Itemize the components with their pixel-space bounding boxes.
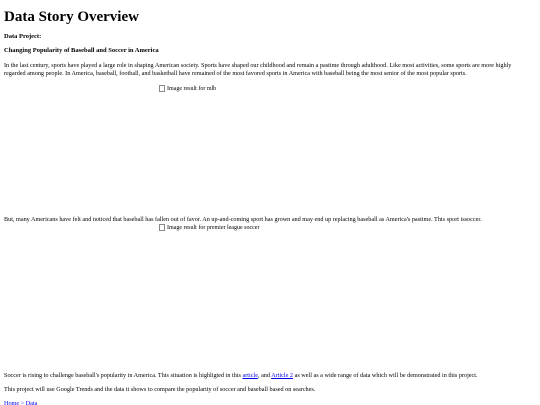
broken-image-icon	[159, 85, 165, 92]
google-trends-paragraph: This project will use Google Trends and the data it shows to compare the popularity of soccer and baseball based on searches.	[4, 386, 316, 393]
mlb-image	[159, 85, 216, 92]
soccer-rising-paragraph	[4, 372, 528, 380]
footer-nav	[4, 400, 528, 405]
broken-image-icon	[159, 224, 165, 231]
baseball-decline-paragraph: But, many Americans have felt and noticed that baseball has fallen out of favor. An up-and-coming sport has grown and may end up replacing baseball as America's pastime. This sport issoccer.	[4, 216, 482, 223]
premier-league-image-alt-text: Image result for premier league soccer	[167, 224, 260, 231]
project-label: Data Project:	[4, 33, 42, 40]
article-link[interactable]: article	[242, 372, 258, 379]
premier-league-image	[159, 224, 259, 231]
page-title: Data Story Overview	[4, 9, 139, 25]
footer-link[interactable]: Home > Data	[4, 400, 38, 405]
soccer-rising-text-before: Soccer is rising to challenge baseball's popularity in America. This situation is highligted in this	[4, 372, 243, 379]
project-subtitle: Changing Popularity of Baseball and Soccer in America	[4, 47, 159, 54]
soccer-rising-text-middle: , and	[257, 372, 272, 379]
soccer-rising-text-after: as well as a wide range of data which will be demonstrated in this project.	[293, 372, 478, 379]
article-2-link[interactable]: Article 2	[271, 372, 294, 379]
intro-paragraph: In the last century, sports have played a large role in shaping American society. Sports have shaped our childhood and remain a pastime through adulthood. Like most activities, some sports are more highly regarded among people. In America, baseball, football, and basketball have remained of the most favored sports in America with baseball being the most senior of the most popular sports.	[4, 62, 512, 77]
mlb-image-alt-text: Image result for mlb	[167, 85, 217, 92]
